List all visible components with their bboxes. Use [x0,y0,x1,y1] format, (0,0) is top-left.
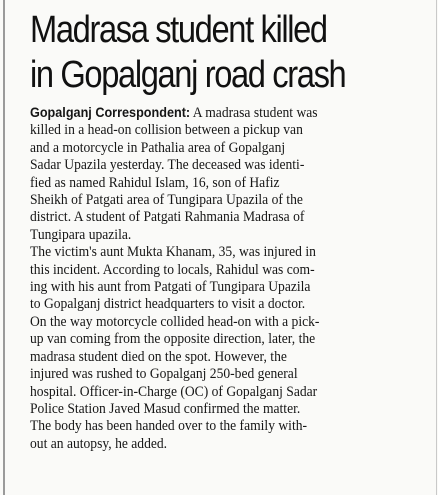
body-line: to Gopalganj district headquarters to visit a doctor. [30,296,306,313]
body-line: and a motorcycle in Pathalia area of Gopalganj [30,139,286,156]
body-line: ing with his aunt from Patgati of Tungipara Upazila [30,279,311,296]
body-line: out an autopsy, he added. [30,435,168,452]
body-line: killed in a head-on collision between a pickup van [30,122,303,139]
body-line: up van coming from the opposite direction, later, the [30,331,316,348]
body-line: Police Station Javed Masud confirmed the matter. [30,400,301,417]
article-body [30,104,432,453]
body-line: The body has been handed over to the family with- [30,418,308,435]
body-line: fied as named Rahidul Islam, 16, son of Hafiz [30,174,280,191]
column-rule-right [436,0,437,495]
byline: Gopalganj Correspondent: [30,105,191,120]
body-line: injured was rushed to Gopalganj 250-bed general [30,366,298,383]
body-line: The victim's aunt Mukta Khanam, 35, was injured in [30,244,316,261]
body-line: Tungipara upazila. [30,226,132,243]
body-line: hospital. Officer-in-Charge (OC) of Gopalganj Sadar [30,383,318,400]
body-line [30,104,432,122]
body-line: district. A student of Patgati Rahmania Madrasa of [30,209,305,226]
body-line: madrasa student died on the spot. However, the [30,348,287,365]
headline-line-1: Madrasa student killed [30,9,327,51]
body-line: Sheikh of Patgati area of Tungipara Upazila of the [30,192,303,209]
body-line: On the way motorcycle collided head-on with a pick- [30,313,320,330]
headline-line-2: in Gopalganj road crash [30,54,346,96]
article [30,8,430,453]
headline [30,8,434,98]
body-line: Sadar Upazila yesterday. The deceased was identi- [30,157,305,174]
body-line-text: A madrasa student was [190,105,318,121]
body-line: this incident. According to locals, Rahidul was com- [30,261,315,278]
column-rule-left [3,0,5,495]
